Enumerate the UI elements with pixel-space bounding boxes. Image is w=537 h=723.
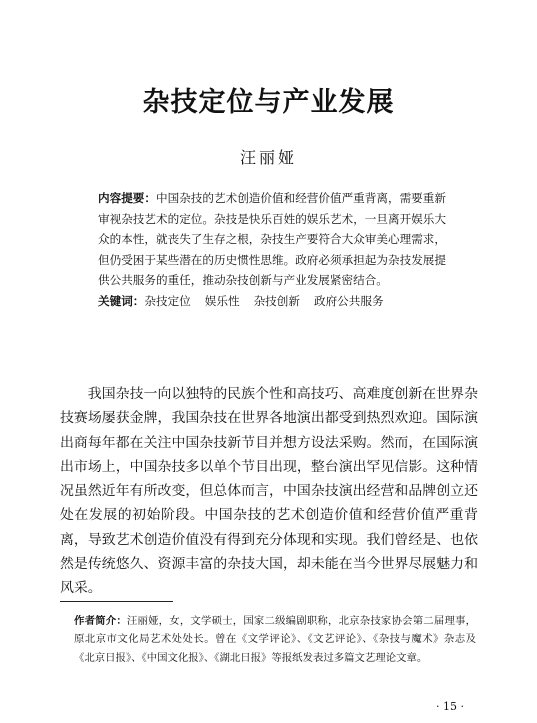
abstract-label: 内容提要： — [98, 191, 156, 205]
keyword-item: 娱乐性 — [204, 293, 240, 308]
author-bio-footnote — [74, 612, 476, 667]
keyword-item: 政府公共服务 — [313, 293, 384, 308]
footnote-label: 作者简介： — [74, 615, 127, 627]
footnote-divider — [60, 601, 173, 602]
keyword-item: 杂技定位 — [144, 293, 191, 308]
abstract-block — [98, 188, 446, 311]
footnote-text: 汪丽娅，女，文学硕士，国家二级编剧职称，北京杂技家协会第二届理事，原北京市文化局艺术处处长。曾在《文学评论》、《文艺评论》、《杂技与魔术》杂志及《北京日报》、《中国文化报》、《湖北日报》等报纸发表过多篇文艺理论文章。 — [74, 615, 476, 664]
abstract-text: 中国杂技的艺术创造价值和经营价值严重背离，需要重新审视杂技艺术的定位。杂技是快乐百姓的娱乐艺术，一旦离开娱乐大众的本性，就丧失了生存之根，杂技生产要符合大众审美心理需求，但仍受困于某些潜在的历史惯性思维。政府必须承担起为杂技发展提供公共服务的重任，推动杂技创新与产业发展紧密结合。 — [98, 191, 446, 287]
article-title: 杂技定位与产业发展 — [142, 87, 395, 118]
body-paragraph: 我国杂技一向以独特的民族个性和高技巧、高难度创新在世界杂技赛场屡获金牌，我国杂技在世界各地演出都受到热烈欢迎。国际演出商每年都在关注中国杂技新节目并想方设法采购。然而，在国际演出市场上，中国杂技多以单个节目出现，整台演出罕见信影。这种情况虽然近年有所改变，但总体而言，中国杂技演出经营和品牌创立还处在发展的初始阶段。中国杂技的艺术创造价值和经营价值严重背离，导致艺术创造价值没有得到充分体现和实现。我们曾经是、也依然是传统悠久、资源丰富的杂技大国，却未能在当今世界尽展魅力和风采。 — [60, 386, 478, 597]
abstract-paragraph — [98, 188, 446, 291]
keyword-item: 杂技创新 — [253, 293, 300, 308]
article-author: 汪丽娅 — [239, 148, 297, 167]
keywords-line — [98, 291, 446, 312]
keywords-label: 关键词： — [98, 293, 145, 308]
page-number: · 15 · — [436, 700, 464, 713]
